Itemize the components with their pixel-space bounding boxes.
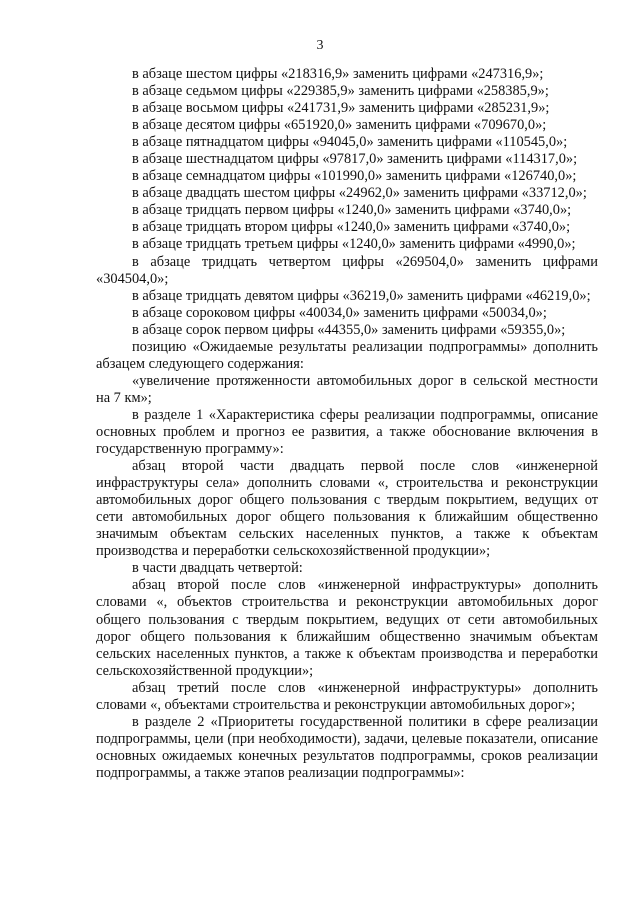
paragraph: в разделе 2 «Приоритеты государственной политики в сфере реализации подпрограммы, цели (при необходимости), задачи, целевые показатели, описание основных ожидаемых конечных результатов подпрограммы, сроков реализации подпрограммы, а также этапов реализации подпрограммы»: (96, 713, 598, 781)
paragraph: в части двадцать четвертой: (132, 560, 303, 577)
paragraph: в абзаце тридцать четвертом цифры «269504,0» заменить цифрами «304504,0»; (96, 253, 598, 287)
paragraph: позицию «Ожидаемые результаты реализации подпрограммы» дополнить абзацем следующего содержания: (96, 338, 598, 372)
paragraph: в абзаце двадцать шестом цифры «24962,0» заменить цифрами «33712,0»; (132, 185, 587, 202)
paragraph: в абзаце седьмом цифры «229385,9» заменить цифрами «258385,9»; (132, 83, 549, 100)
paragraph: в абзаце тридцать первом цифры «1240,0» заменить цифрами «3740,0»; (132, 202, 572, 219)
paragraph: абзац третий после слов «инженерной инфраструктуры» дополнить словами «, объектами строительства и реконструкции автомобильных дорог»; (96, 679, 598, 713)
paragraph: абзац второй после слов «инженерной инфраструктуры» дополнить словами «, объектов строительства и реконструкции автомобильных дорог общего пользования с твердым покрытием, ведущих от сети автомобильных дорог общего пользования к ближайшим общественно значимым объектам сельских населенных пунктов, а также к объектам производства и переработки сельскохозяйственной продукции»; (96, 577, 598, 679)
paragraph: в абзаце тридцать втором цифры «1240,0» заменить цифрами «3740,0»; (132, 219, 571, 236)
paragraph: в абзаце сороковом цифры «40034,0» заменить цифрами «50034,0»; (132, 304, 547, 321)
paragraph: абзац второй части двадцать первой после слов «инженерной инфраструктуры села» дополнить словами «, строительства и реконструкции автомобильных дорог общего пользования с твердым покрытием, ведущих от сети автомобильных дорог общего пользования к ближайшим общественно значимым объектам сельских населенных пунктов, а также к объектам производства и переработки сельскохозяйственной продукции»; (96, 458, 598, 560)
paragraph: в абзаце семнадцатом цифры «101990,0» заменить цифрами «126740,0»; (132, 168, 577, 185)
paragraph: в абзаце пятнадцатом цифры «94045,0» заменить цифрами «110545,0»; (132, 134, 568, 151)
paragraph: в абзаце сорок первом цифры «44355,0» заменить цифрами «59355,0»; (132, 321, 566, 338)
paragraph: в абзаце тридцать третьем цифры «1240,0» заменить цифрами «4990,0»; (132, 236, 576, 253)
paragraph: в разделе 1 «Характеристика сферы реализации подпрограммы, описание основных проблем и прогноз ее развития, а также обоснование включения в государственную программу»: (96, 406, 598, 458)
document-body (96, 66, 598, 782)
page-number: 3 (316, 38, 324, 53)
paragraph: в абзаце шестом цифры «218316,9» заменить цифрами «247316,9»; (132, 66, 544, 82)
paragraph: в абзаце тридцать девятом цифры «36219,0» заменить цифрами «46219,0»; (132, 287, 591, 304)
paragraph: в абзаце десятом цифры «651920,0» заменить цифрами «709670,0»; (132, 117, 547, 134)
paragraph: «увеличение протяженности автомобильных дорог в сельской местности на 7 км»; (96, 372, 598, 406)
paragraph: в абзаце восьмом цифры «241731,9» заменить цифрами «285231,9»; (132, 100, 550, 117)
paragraph: в абзаце шестнадцатом цифры «97817,0» заменить цифрами «114317,0»; (132, 151, 578, 168)
